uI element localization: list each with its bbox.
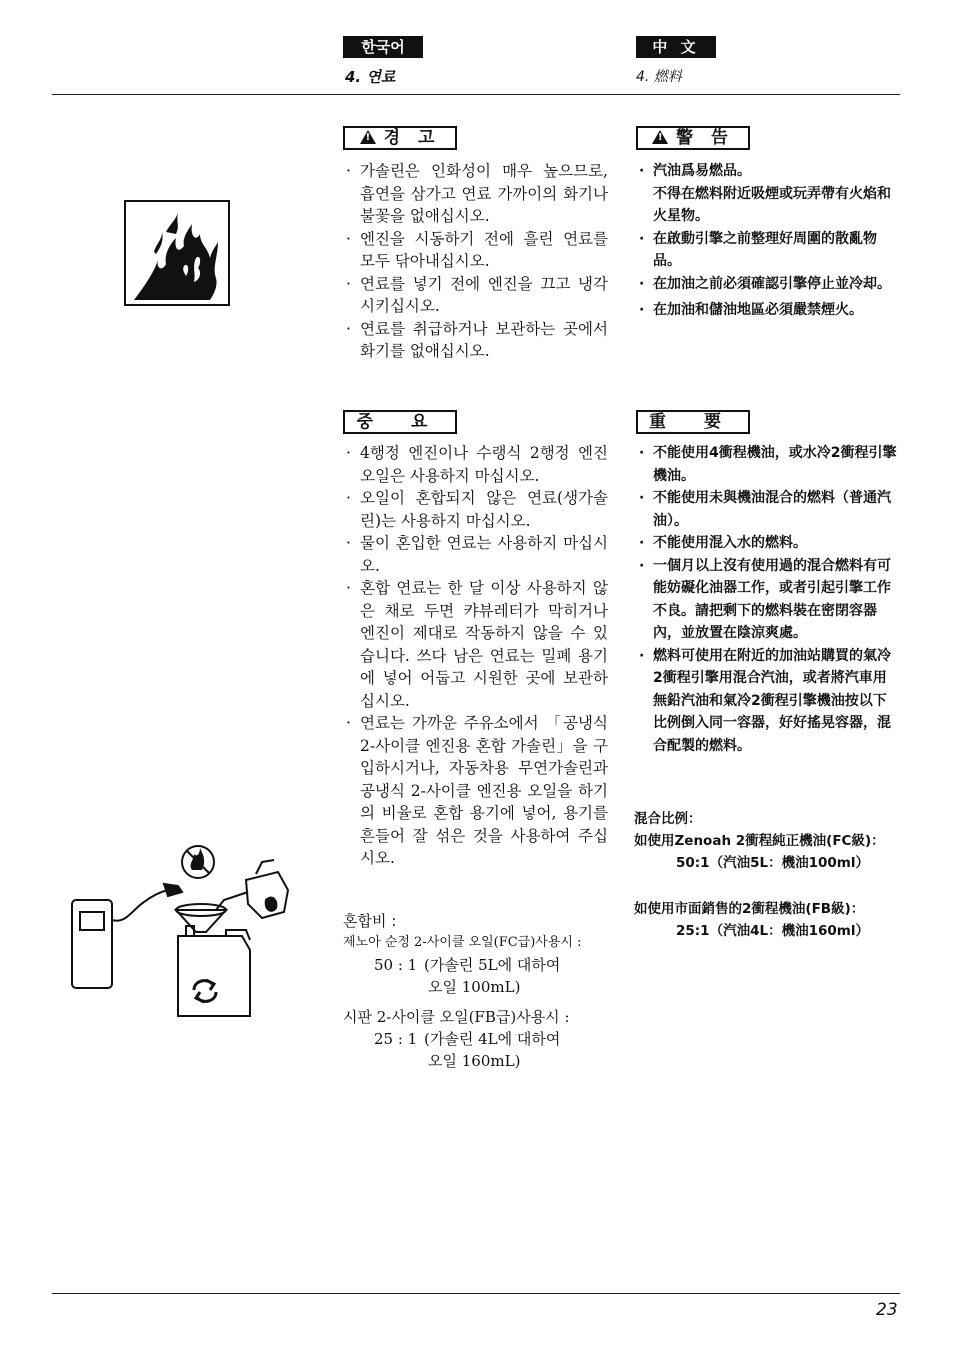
kr-market-label: 시판 2-사이클 오일(FB급)사용시 : (343, 1008, 570, 1026)
zh-zenoah-ratio: 50:1（汽油5L：機油100ml） (676, 855, 869, 871)
zh-important-list (636, 442, 898, 757)
kr-zenoah-detail: 오일 100mL) (428, 978, 521, 996)
list-item: · 물이 혼입한 연료는 사용하지 마십시오. (343, 532, 608, 577)
kr-zenoah-label: 제노아 순정 2-사이클 오일(FC급)사용시 : (343, 935, 582, 950)
list-item: · 燃料可使用在附近的加油站購買的氣冷2衝程引擎用混合汽油，或者將汽車用無鉛汽油和氣冷2衝程引擎機油按以下比例倒入同一容器，好好搖晃容器，混合配製的燃料。 (636, 645, 898, 758)
chinese-language-tab: 中 文 (636, 36, 716, 58)
warning-triangle-icon (360, 130, 376, 144)
list-item: · 不能使用未與機油混合的燃料（普通汽油）。 (636, 487, 898, 532)
warning-triangle-icon (652, 130, 668, 144)
kr-zenoah-detail: (가솔린 5L에 대하여 (424, 956, 561, 974)
page-number: 23 (876, 1300, 898, 1320)
list-item: · 엔진을 시동하기 전에 흘린 연료를 모두 닦아내십시오. (343, 228, 608, 273)
zh-mix-title: 混合比例： (634, 811, 702, 827)
kr-warning-heading: !경 고 (343, 126, 457, 150)
zh-section-title: 4. 燃料 (636, 69, 682, 85)
list-item: · 一個月以上沒有使用過的混合燃料有可能妨礙化油器工作，或者引起引擎工作不良。請把剩下的燃料裝在密閉容器內，並放置在陰涼爽處。 (636, 555, 898, 645)
kr-market-detail: (가솔린 4L에 대하여 (424, 1030, 561, 1048)
zh-market-ratio: 25:1（汽油4L：機油160ml） (676, 923, 869, 939)
kr-zenoah-ratio: 50 : 1 (374, 956, 418, 974)
list-item: · 혼합 연료는 한 달 이상 사용하지 않은 채로 두면 캬뷰레터가 막히거나 엔진이 제대로 작동하지 않을 수 있습니다. 쓰다 남은 연료는 밀폐 용기에 넣어 어둡고 시원한 곳에 보관하십시오. (343, 577, 608, 712)
list-item: · 汽油爲易燃品。 不得在燃料附近吸煙或玩弄帶有火焰和火星物。 (636, 160, 898, 228)
kr-important-list (343, 442, 608, 870)
list-item: · 4행정 엔진이나 수랭식 2행정 엔진 오일은 사용하지 마십시오. (343, 442, 608, 487)
list-item: · 不能使用混入水的燃料。 (636, 532, 898, 555)
list-item: · 不能使用4衝程機油，或水冷2衝程引擎機油。 (636, 442, 898, 487)
footer-divider (52, 1293, 900, 1294)
zh-zenoah-label: 如使用Zenoah 2衝程純正機油(FC級)： (634, 833, 885, 849)
zh-warning-list (636, 160, 898, 322)
kr-mix-title: 혼합비 : (343, 912, 397, 930)
list-item: · 연료는 가까운 주유소에서 「공냉식 2-사이클 엔진용 혼합 가솔린」을 구입하시거나, 자동차용 무연가솔린과 공냉식 2-사이클 엔진용 오일을 하기의 비율로 혼합 용기에 넣어, 용기를 흔들어 잘 섞은 것을 사용하여 주십시오. (343, 712, 608, 870)
refuel-illustration (66, 840, 306, 1020)
list-item: · 在加油和儲油地區必須嚴禁煙火。 (636, 299, 898, 322)
fuel-pump-icon (72, 884, 182, 988)
no-fire-icon (182, 846, 214, 878)
kr-market-detail: 오일 160mL) (428, 1052, 521, 1070)
list-item: · 연료를 넣기 전에 엔진을 끄고 냉각시키십시오. (343, 273, 608, 318)
header-divider (52, 94, 900, 95)
fire-icon (124, 200, 230, 306)
kr-market-ratio: 25 : 1 (374, 1030, 418, 1048)
list-item: · 연료를 취급하거나 보관하는 곳에서 화기를 없애십시오. (343, 318, 608, 363)
zh-warning-heading: ! 警 告 (636, 126, 750, 150)
list-item: · 가솔린은 인화성이 매우 높으므로, 흡연을 삼가고 연료 가까이의 화기나 불꽃을 없애십시오. (343, 160, 608, 228)
list-item: · 오일이 혼합되지 않은 연료(생가솔린)는 사용하지 마십시오. (343, 487, 608, 532)
fuel-can-icon (176, 904, 250, 1016)
list-item: · 在加油之前必須確認引擎停止並冷却。 (636, 273, 898, 296)
zh-important-heading: 重 要 (636, 410, 750, 434)
kr-warning-list (343, 160, 608, 363)
kr-section-title: 4. 연료 (345, 68, 396, 86)
list-item: · 在啟動引擎之前整理好周圍的散亂物品。 (636, 228, 898, 273)
kr-important-heading: 중 요 (343, 410, 457, 434)
zh-market-label: 如使用市面銷售的2衝程機油(FB級)： (634, 901, 865, 917)
korean-language-tab: 한국어 (343, 36, 423, 58)
